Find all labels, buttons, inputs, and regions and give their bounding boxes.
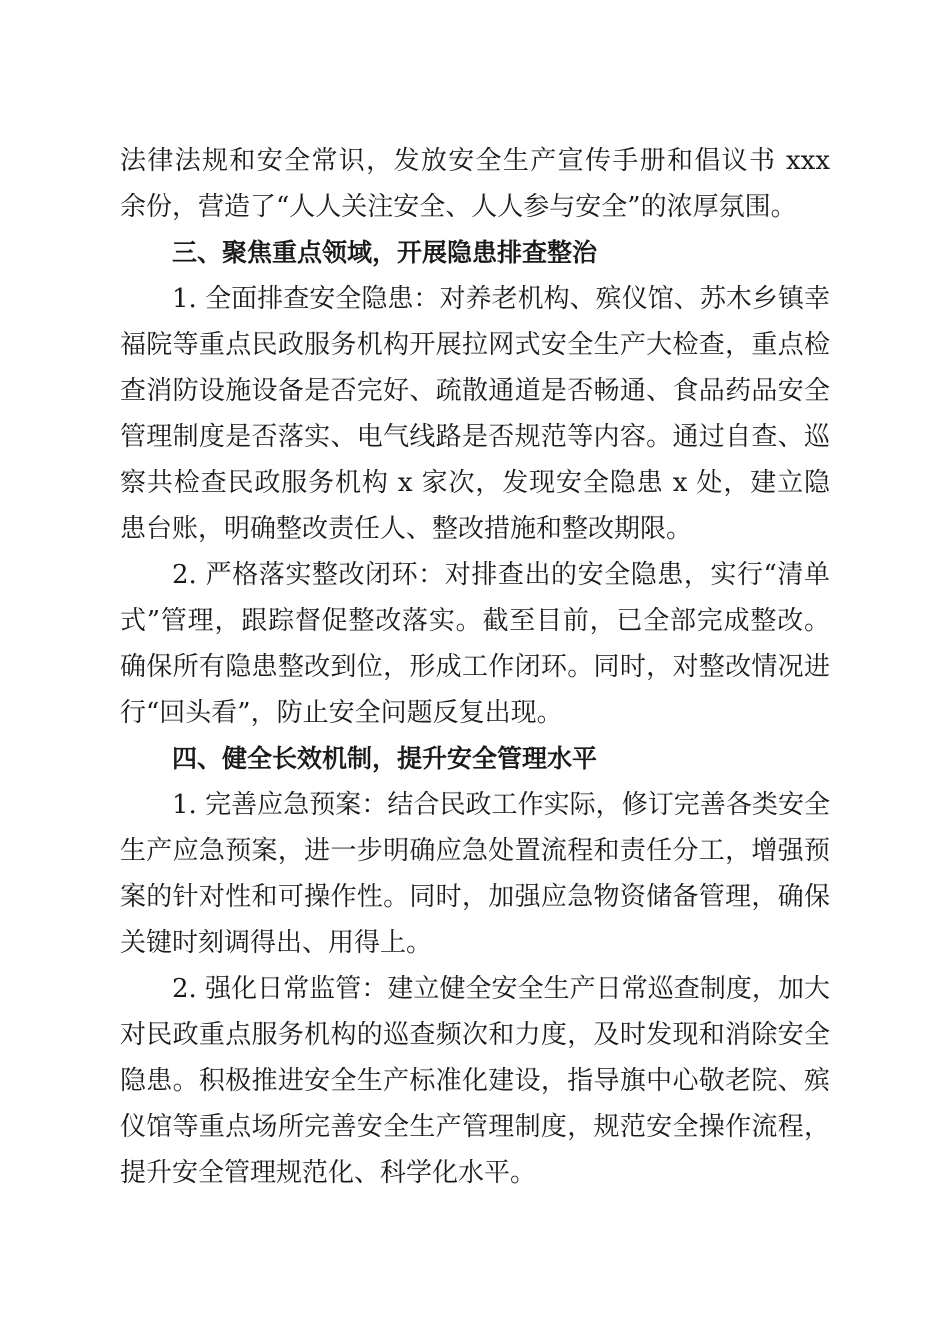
paragraph-continuation: 法律法规和安全常识，发放安全生产宣传手册和倡议书 xxx 余份，营造了“人人关注安全、人人参与安全”的浓厚氛围。 [120, 146, 830, 222]
paragraph-4-1: 1. 完善应急预案：结合民政工作实际，修订完善各类安全生产应急预案，进一步明确应急处置流程和责任分工，增强预案的针对性和可操作性。同时，加强应急物资储备管理，确保关键时刻调得出、用得上。 [120, 790, 830, 958]
paragraph-3-2: 2. 严格落实整改闭环：对排查出的安全隐患，实行“清单式”管理，跟踪督促整改落实。截至目前，已全部完成整改。确保所有隐患整改到位，形成工作闭环。同时，对整改情况进行“回头看”，防止安全问题反复出现。 [120, 560, 830, 728]
document-body [120, 138, 830, 1196]
section-heading-4: 四、健全长效机制，提升安全管理水平 [172, 744, 598, 773]
paragraph-3-1: 1. 全面排查安全隐患：对养老机构、殡仪馆、苏木乡镇幸福院等重点民政服务机构开展拉网式安全生产大检查，重点检查消防设施设备是否完好、疏散通道是否畅通、食品药品安全管理制度是否落实、电气线路是否规范等内容。通过自查、巡察共检查民政服务机构 x 家次，发现安全隐患 x 处，建立隐患台账，明确整改责任人、整改措施和整改期限。 [120, 284, 830, 544]
paragraph-4-2: 2. 强化日常监管：建立健全安全生产日常巡查制度，加大对民政重点服务机构的巡查频次和力度，及时发现和消除安全隐患。积极推进安全生产标准化建设，指导旗中心敬老院、殡仪馆等重点场所完善安全生产管理制度，规范安全操作流程，提升安全管理规范化、科学化水平。 [120, 974, 830, 1188]
section-heading-3: 三、聚焦重点领域，开展隐患排查整治 [172, 238, 598, 267]
